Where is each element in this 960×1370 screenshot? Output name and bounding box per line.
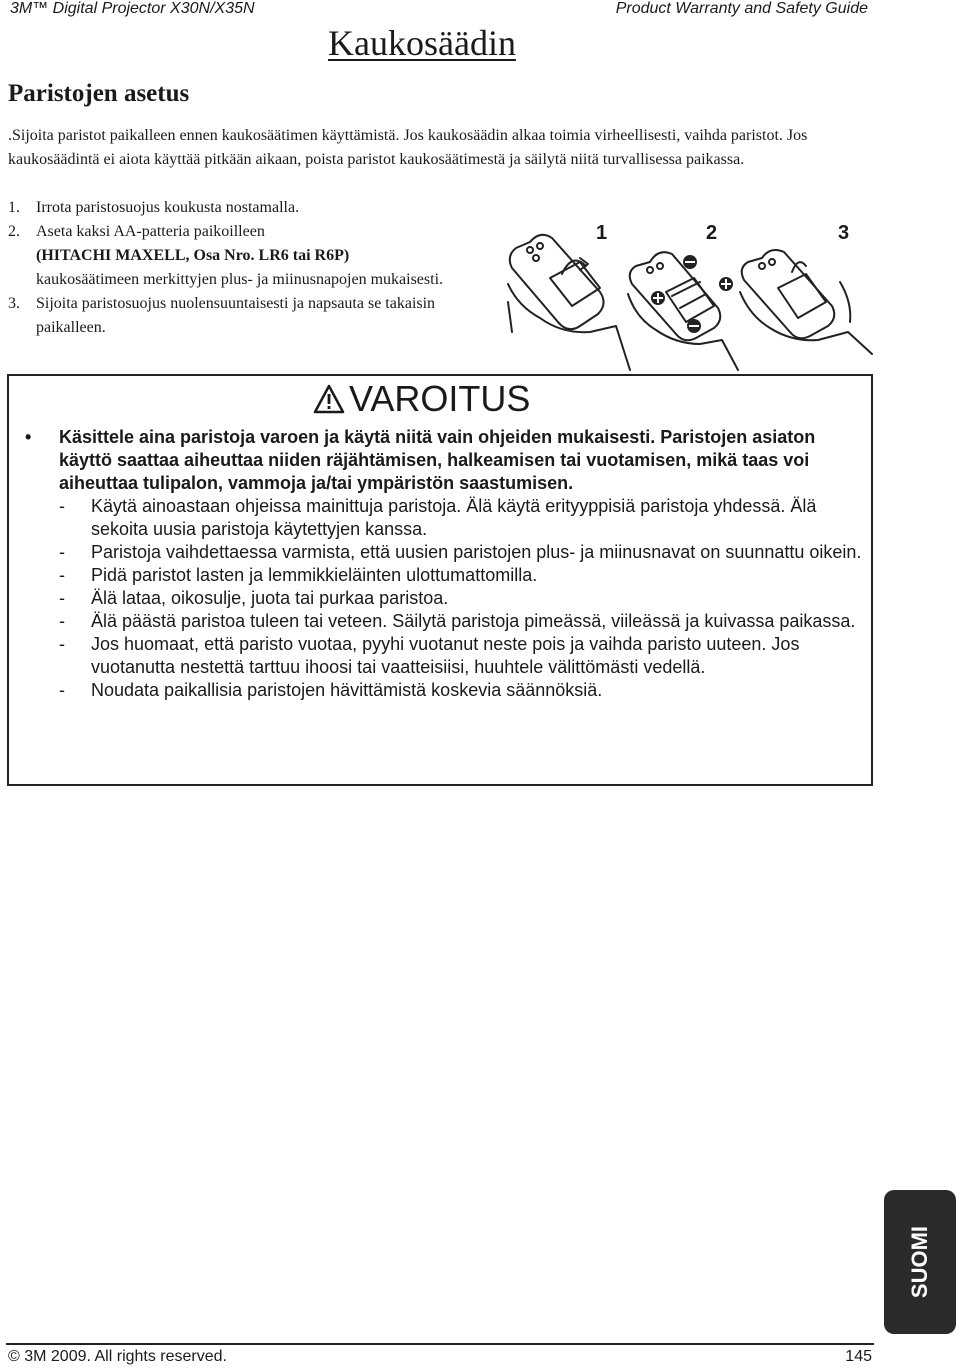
warning-item-text: Älä päästä paristoa tuleen tai veteen. Säilytä paristoja pimeässä, viileässä ja kuivassa paikassa. (91, 611, 856, 631)
figure-label-2: 2 (706, 222, 718, 244)
step-2 (8, 220, 488, 292)
warning-bullet-text: Käsittele aina paristoja varoen ja käytä niitä vain ohjeiden mukaisesti. Paristojen asiaton käyttö saattaa aiheuttaa niiden räjähtämisen, halkeamisen tai vuotamisen, mikä taas voi aiheuttaa tulipalon, vammoja ja/tai ympäristön saastumisen. (59, 427, 816, 493)
bullet-symbol: • (25, 427, 32, 447)
page-number: 145 (845, 1348, 872, 1365)
warning-item-text: Käytä ainoastaan ohjeissa mainittuja paristoja. Älä käytä erityyppisiä paristoja yhdessä. Älä sekoita uusia paristoja käytettyjen kanssa. (91, 496, 817, 539)
footer-divider (6, 1343, 874, 1345)
step-3 (8, 292, 488, 340)
step-text-start: Aseta kaksi AA-patteria paikoilleen (36, 223, 265, 240)
dash-symbol: - (59, 565, 65, 585)
warning-item-text: Noudata paikallisia paristojen hävittämistä koskevia säännöksiä. (91, 680, 603, 700)
warning-item-text: Paristoja vaihdettaessa varmista, että uusien paristojen plus- ja miinusnavat on suunnattu oikein. (91, 542, 862, 562)
dash-symbol: - (59, 496, 65, 516)
step-1 (8, 196, 488, 220)
dash-symbol: - (59, 542, 65, 562)
dash-symbol: - (59, 588, 65, 608)
warning-item (25, 587, 865, 610)
warning-item (25, 564, 865, 587)
header-guide-title: Product Warranty and Safety Guide (615, 0, 868, 17)
remote-2-illustration (628, 252, 738, 370)
step-text-end: kaukosäätimeen merkittyjen plus- ja miinusnapojen mukaisesti. (36, 271, 444, 288)
warning-item-text: Jos huomaat, että paristo vuotaa, pyyhi vuotanut neste pois ja vaihda paristo uuteen. Jos vuotanutta nestettä tarttuu ihoosi tai vaatteisiisi, huuhtele välittömästi vedellä. (91, 634, 800, 677)
warning-title-text: VAROITUS (349, 378, 531, 419)
figure-label-3: 3 (838, 222, 850, 244)
language-tab (884, 1190, 956, 1334)
intro-paragraph: .Sijoita paristot paikalleen ennen kaukosäätimen käyttämistä. Jos kaukosäädin alkaa toimia virheellisesti, vaihda paristot. Jos kaukosäädintä ei aiota käyttää pitkään aikaan, poista paristot kaukosäätimestä ja säilytä niitä turvallisessa paikassa. (8, 127, 808, 168)
warning-item (25, 610, 865, 633)
steps-list (8, 196, 488, 340)
dash-symbol: - (59, 680, 65, 700)
battery-part-number: (HITACHI MAXELL, Osa Nro. LR6 tai R6P) (36, 247, 350, 264)
step-number: 2. (8, 223, 20, 240)
step-number: 3. (8, 295, 20, 312)
warning-item (25, 679, 865, 702)
warning-item-text: Pidä paristot lasten ja lemmikkieläinten ulottumattomilla. (91, 565, 538, 585)
warning-item (25, 633, 865, 679)
remote-1-illustration (508, 235, 630, 370)
remote-hands-drawing (500, 222, 876, 372)
header-product-name: 3M™ Digital Projector X30N/X35N (10, 0, 255, 17)
language-tab-label: SUOMI (907, 1225, 932, 1299)
warning-box (7, 374, 873, 786)
warning-bullet (25, 426, 865, 495)
footer-copyright: © 3M 2009. All rights reserved. (8, 1348, 227, 1365)
page-title: Kaukosäädin (328, 23, 516, 63)
figure-label-1: 1 (596, 222, 608, 244)
warning-triangle-icon (313, 384, 345, 414)
dash-symbol: - (59, 611, 65, 631)
warning-item (25, 541, 865, 564)
step-number: 1. (8, 199, 20, 216)
warning-title (313, 378, 530, 420)
remote-3-illustration (740, 250, 872, 354)
step-text (36, 220, 488, 292)
warning-item (25, 495, 865, 541)
dash-symbol: - (59, 634, 65, 654)
warning-item-text: Älä lataa, oikosulje, juota tai purkaa paristoa. (91, 588, 449, 608)
battery-installation-illustration (500, 222, 876, 372)
step-text: Sijoita paristosuojus nuolensuuntaisesti ja napsauta se takaisin paikalleen. (36, 295, 436, 336)
step-text: Irrota paristosuojus koukusta nostamalla. (36, 199, 300, 216)
warning-body (25, 426, 865, 702)
section-heading: Paristojen asetus (8, 80, 190, 107)
